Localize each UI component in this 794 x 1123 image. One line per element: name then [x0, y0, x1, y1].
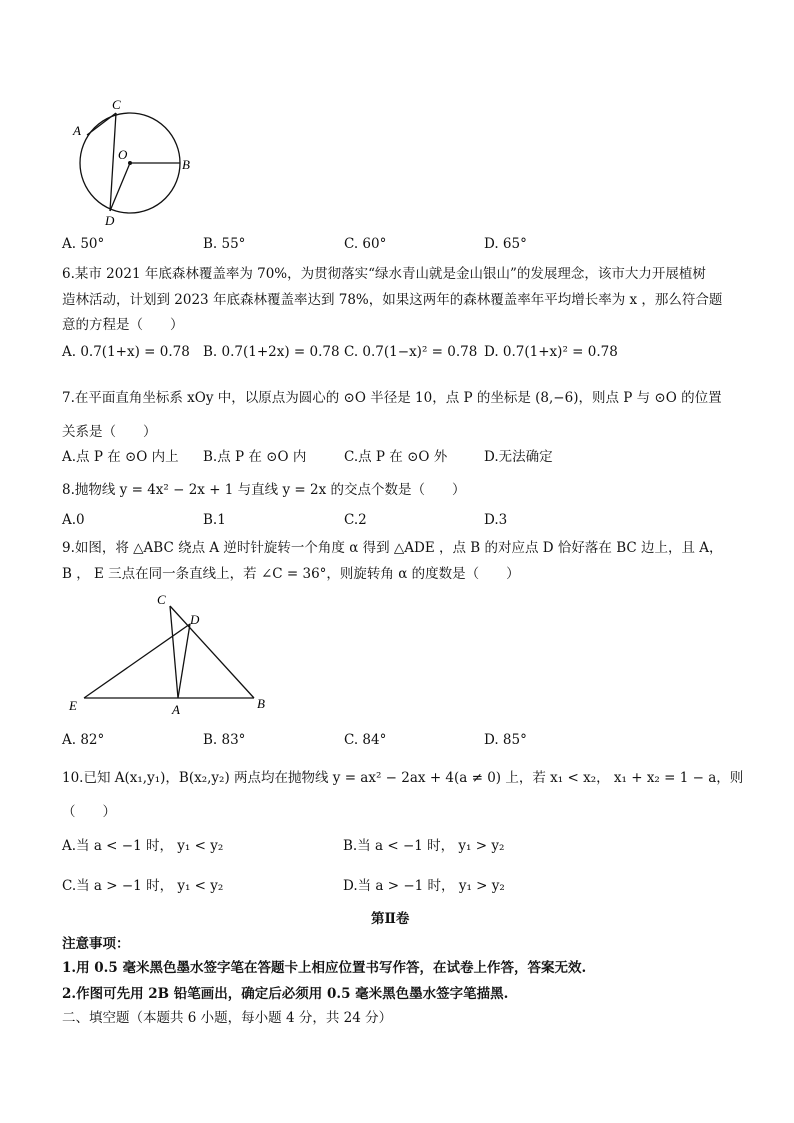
q9-stem-line2: B ， E 三点在同一条直线上，若 ∠C = 36°，则旋转角 α 的度数是（ ）	[62, 566, 520, 582]
label-c: C	[157, 592, 166, 607]
q8-option-d[interactable]: D.3	[484, 512, 508, 528]
q6-option-a[interactable]: A. 0.7(1+x) = 0.78	[62, 344, 190, 360]
notice-item-2: 2.作图可先用 2B 铅笔画出，确定后必须用 0.5 毫米黑色墨水签字笔描黑.	[62, 986, 509, 1002]
q7-option-d[interactable]: D.无法确定	[484, 449, 553, 465]
label-d: D	[190, 612, 200, 627]
q6-stem-line2: 造林活动，计划到 2023 年底森林覆盖率达到 78%，如果这两年的森林覆盖率年平均增长率为 x ，那么符合题	[62, 292, 723, 308]
q5-option-c[interactable]: C. 60°	[344, 236, 387, 252]
label-b: B	[182, 157, 190, 172]
q10-stem-line2: （ ）	[62, 804, 116, 820]
q5-option-b[interactable]: B. 55°	[203, 236, 246, 252]
label-c: C	[112, 97, 121, 112]
q10-option-c[interactable]: C.当 a > −1 时， y₁ < y₂	[62, 878, 224, 894]
q7-option-b[interactable]: B.点 P 在 ⊙O 内	[203, 449, 307, 465]
label-a: A	[73, 123, 81, 138]
q8-option-c[interactable]: C.2	[344, 512, 367, 528]
q10-option-b[interactable]: B.当 a < −1 时， y₁ > y₂	[343, 838, 505, 854]
q7-stem-line1: 7.在平面直角坐标系 xOy 中，以原点为圆心的 ⊙O 半径是 10，点 P 的坐标是 (8,−6)，则点 P 与 ⊙O 的位置	[62, 390, 722, 406]
q5-option-a[interactable]: A. 50°	[62, 236, 105, 252]
label-a: A	[172, 702, 180, 717]
q9-stem-line1: 9.如图，将 △ABC 绕点 A 逆时针旋转一个角度 α 得到 △ADE ，点 B 的对应点 D 恰好落在 BC 边上，且 A，	[62, 540, 723, 556]
notice-item-1: 1.用 0.5 毫米黑色墨水签字笔在答题卡上相应位置书写作答，在试卷上作答，答案无效.	[62, 960, 587, 976]
q9-option-d[interactable]: D. 85°	[484, 732, 527, 748]
section-title: 第Ⅱ卷	[371, 911, 410, 927]
label-o: O	[118, 147, 128, 162]
label-d: D	[105, 213, 115, 228]
q6-stem-line3: 意的方程是（ ）	[62, 317, 184, 333]
circle-figure	[60, 95, 210, 235]
q10-option-a[interactable]: A.当 a < −1 时， y₁ < y₂	[62, 838, 224, 854]
q9-option-b[interactable]: B. 83°	[203, 732, 246, 748]
q10-option-d[interactable]: D.当 a > −1 时， y₁ > y₂	[343, 878, 505, 894]
notice-title: 注意事项：	[62, 936, 130, 952]
q7-option-a[interactable]: A.点 P 在 ⊙O 内上	[62, 449, 179, 465]
label-b: B	[257, 696, 265, 711]
q10-stem-line1: 10.已知 A(x₁,y₁)，B(x₂,y₂) 两点均在抛物线 y = ax² − 2ax + 4(a ≠ 0) 上，若 x₁ < x₂， x₁ + x₂ = 1 − a，则	[62, 770, 744, 786]
q8-option-a[interactable]: A.0	[62, 512, 85, 528]
q9-option-c[interactable]: C. 84°	[344, 732, 387, 748]
q7-stem-line2: 关系是（ ）	[62, 424, 157, 440]
label-e: E	[69, 698, 77, 713]
q9-option-a[interactable]: A. 82°	[62, 732, 105, 748]
q8-stem: 8.抛物线 y = 4x² − 2x + 1 与直线 y = 2x 的交点个数是（ ）	[62, 482, 466, 498]
part-heading-fill-in: 二、填空题（本题共 6 小题，每小题 4 分，共 24 分）	[62, 1010, 393, 1026]
q8-option-b[interactable]: B.1	[203, 512, 226, 528]
q6-stem-line1: 6.某市 2021 年底森林覆盖率为 70%，为贯彻落实“绿水青山就是金山银山”的发展理念，该市大力开展植树	[62, 266, 706, 282]
q6-option-d[interactable]: D. 0.7(1+x)² = 0.78	[484, 344, 618, 360]
q6-option-b[interactable]: B. 0.7(1+2x) = 0.78	[203, 344, 340, 360]
q6-option-c[interactable]: C. 0.7(1−x)² = 0.78	[344, 344, 478, 360]
q5-option-d[interactable]: D. 65°	[484, 236, 527, 252]
triangle-figure	[62, 588, 282, 720]
q7-option-c[interactable]: C.点 P 在 ⊙O 外	[344, 449, 448, 465]
